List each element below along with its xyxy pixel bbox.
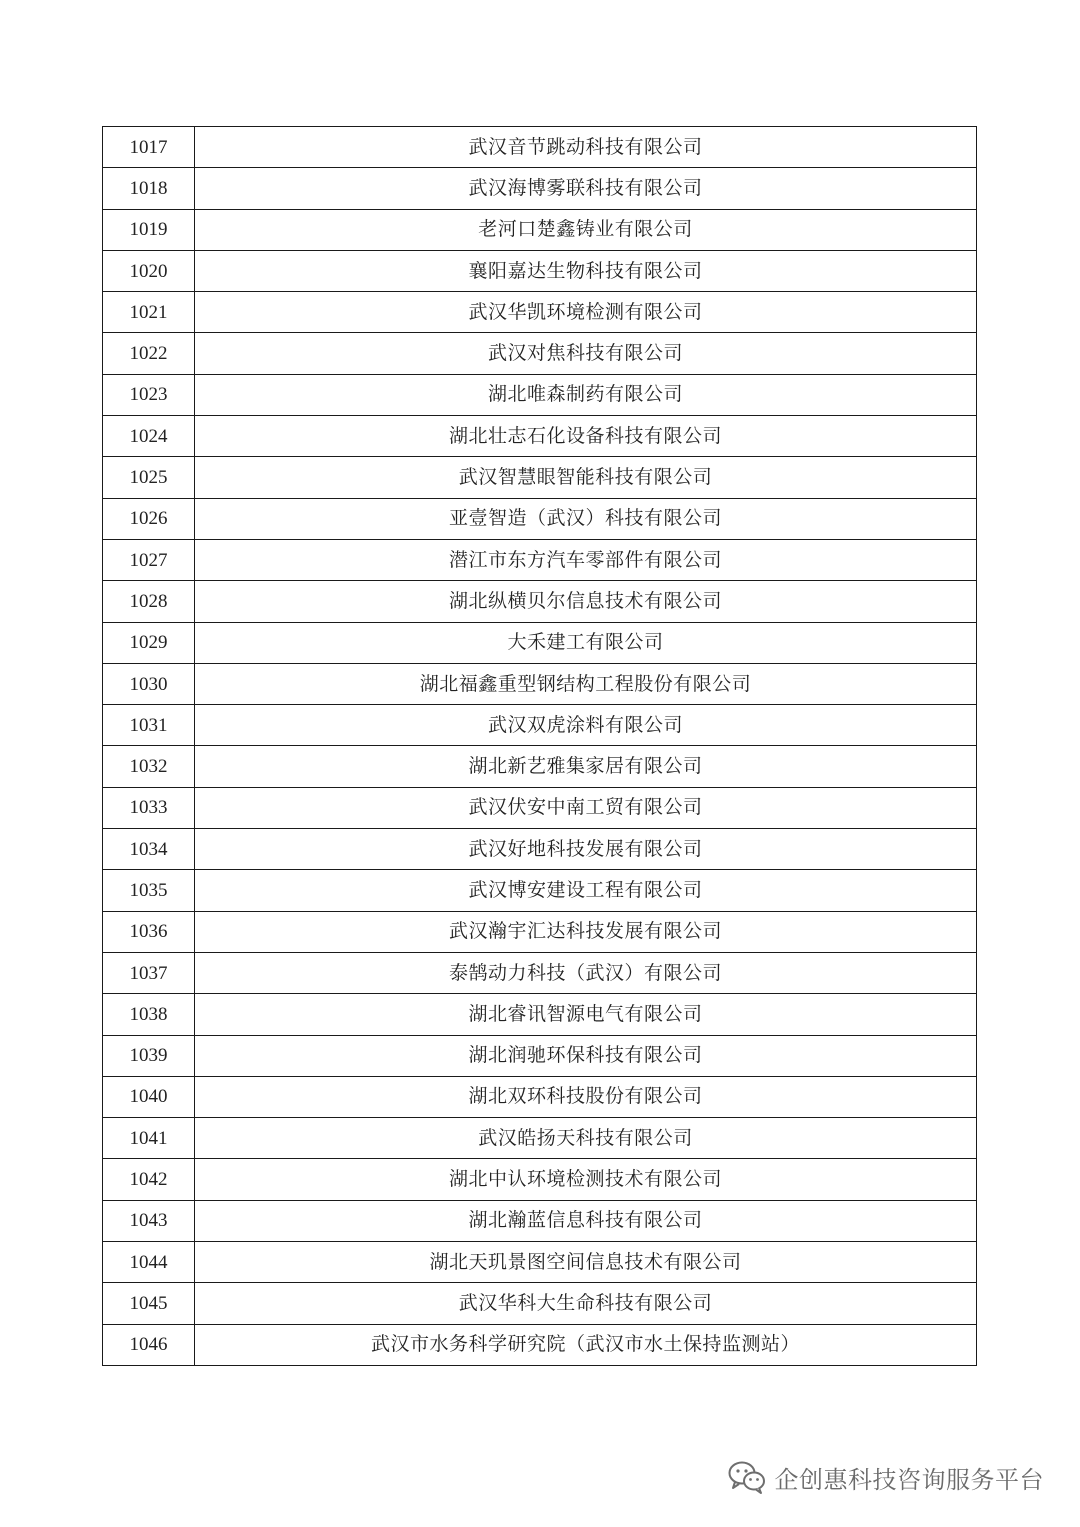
company-name: 泰鹄动力科技（武汉）有限公司	[195, 952, 977, 993]
company-name: 潜江市东方汽车零部件有限公司	[195, 539, 977, 580]
company-name: 湖北天玑景图空间信息技术有限公司	[195, 1242, 977, 1283]
company-name: 湖北壮志石化设备科技有限公司	[195, 416, 977, 457]
company-name: 湖北福鑫重型钢结构工程股份有限公司	[195, 663, 977, 704]
company-name: 湖北唯森制药有限公司	[195, 374, 977, 415]
row-number: 1019	[103, 209, 195, 250]
table-row	[103, 1118, 977, 1159]
table-row	[103, 1242, 977, 1283]
table-row	[103, 1159, 977, 1200]
table-row	[103, 581, 977, 622]
company-name: 湖北润驰环保科技有限公司	[195, 1035, 977, 1076]
row-number: 1046	[103, 1324, 195, 1365]
company-name: 亚壹智造（武汉）科技有限公司	[195, 498, 977, 539]
row-number: 1029	[103, 622, 195, 663]
company-name: 武汉伏安中南工贸有限公司	[195, 787, 977, 828]
company-name: 武汉市水务科学研究院（武汉市水土保持监测站）	[195, 1324, 977, 1365]
row-number: 1027	[103, 539, 195, 580]
table-row	[103, 333, 977, 374]
row-number: 1032	[103, 746, 195, 787]
company-name: 湖北瀚蓝信息科技有限公司	[195, 1200, 977, 1241]
table-row	[103, 911, 977, 952]
table-row	[103, 829, 977, 870]
row-number: 1039	[103, 1035, 195, 1076]
company-name: 武汉华科大生命科技有限公司	[195, 1283, 977, 1324]
row-number: 1035	[103, 870, 195, 911]
row-number: 1031	[103, 705, 195, 746]
table-row	[103, 663, 977, 704]
company-name: 武汉好地科技发展有限公司	[195, 829, 977, 870]
row-number: 1044	[103, 1242, 195, 1283]
row-number: 1042	[103, 1159, 195, 1200]
watermark-text: 企创惠科技咨询服务平台	[774, 1465, 1044, 1494]
table-row	[103, 1200, 977, 1241]
wechat-icon	[727, 1459, 767, 1495]
row-number: 1017	[103, 127, 195, 168]
table-row	[103, 1283, 977, 1324]
company-name: 武汉瀚宇汇达科技发展有限公司	[195, 911, 977, 952]
company-name: 武汉皓扬天科技有限公司	[195, 1118, 977, 1159]
row-number: 1026	[103, 498, 195, 539]
table-row	[103, 1035, 977, 1076]
table-row	[103, 1324, 977, 1365]
row-number: 1024	[103, 416, 195, 457]
row-number: 1033	[103, 787, 195, 828]
company-name: 襄阳嘉达生物科技有限公司	[195, 250, 977, 291]
table-row	[103, 870, 977, 911]
row-number: 1028	[103, 581, 195, 622]
table-row	[103, 498, 977, 539]
table-row	[103, 746, 977, 787]
table-row	[103, 457, 977, 498]
row-number: 1020	[103, 250, 195, 291]
table-row	[103, 292, 977, 333]
company-name: 湖北中认环境检测技术有限公司	[195, 1159, 977, 1200]
company-name: 大禾建工有限公司	[195, 622, 977, 663]
company-name: 武汉博安建设工程有限公司	[195, 870, 977, 911]
table-row	[103, 250, 977, 291]
company-name: 武汉音节跳动科技有限公司	[195, 127, 977, 168]
row-number: 1022	[103, 333, 195, 374]
table-row	[103, 994, 977, 1035]
company-list-table	[102, 126, 977, 1366]
table-row	[103, 168, 977, 209]
table-row	[103, 209, 977, 250]
table-row	[103, 539, 977, 580]
company-name: 武汉华凯环境检测有限公司	[195, 292, 977, 333]
row-number: 1036	[103, 911, 195, 952]
table-row	[103, 622, 977, 663]
table-row	[103, 127, 977, 168]
row-number: 1045	[103, 1283, 195, 1324]
row-number: 1034	[103, 829, 195, 870]
table-row	[103, 416, 977, 457]
table-row	[103, 952, 977, 993]
row-number: 1021	[103, 292, 195, 333]
company-name: 湖北双环科技股份有限公司	[195, 1076, 977, 1117]
table-row	[103, 705, 977, 746]
company-name: 武汉双虎涂料有限公司	[195, 705, 977, 746]
table-row	[103, 1076, 977, 1117]
row-number: 1040	[103, 1076, 195, 1117]
company-name: 武汉智慧眼智能科技有限公司	[195, 457, 977, 498]
company-name: 老河口楚鑫铸业有限公司	[195, 209, 977, 250]
company-name: 湖北新艺雅集家居有限公司	[195, 746, 977, 787]
company-name: 湖北纵横贝尔信息技术有限公司	[195, 581, 977, 622]
table-row	[103, 787, 977, 828]
row-number: 1025	[103, 457, 195, 498]
row-number: 1043	[103, 1200, 195, 1241]
row-number: 1023	[103, 374, 195, 415]
row-number: 1038	[103, 994, 195, 1035]
row-number: 1018	[103, 168, 195, 209]
company-name: 武汉对焦科技有限公司	[195, 333, 977, 374]
row-number: 1041	[103, 1118, 195, 1159]
table-body	[103, 127, 977, 1366]
company-name: 湖北睿讯智源电气有限公司	[195, 994, 977, 1035]
table-row	[103, 374, 977, 415]
row-number: 1037	[103, 952, 195, 993]
watermark	[727, 1457, 1045, 1497]
company-name: 武汉海博雾联科技有限公司	[195, 168, 977, 209]
row-number: 1030	[103, 663, 195, 704]
